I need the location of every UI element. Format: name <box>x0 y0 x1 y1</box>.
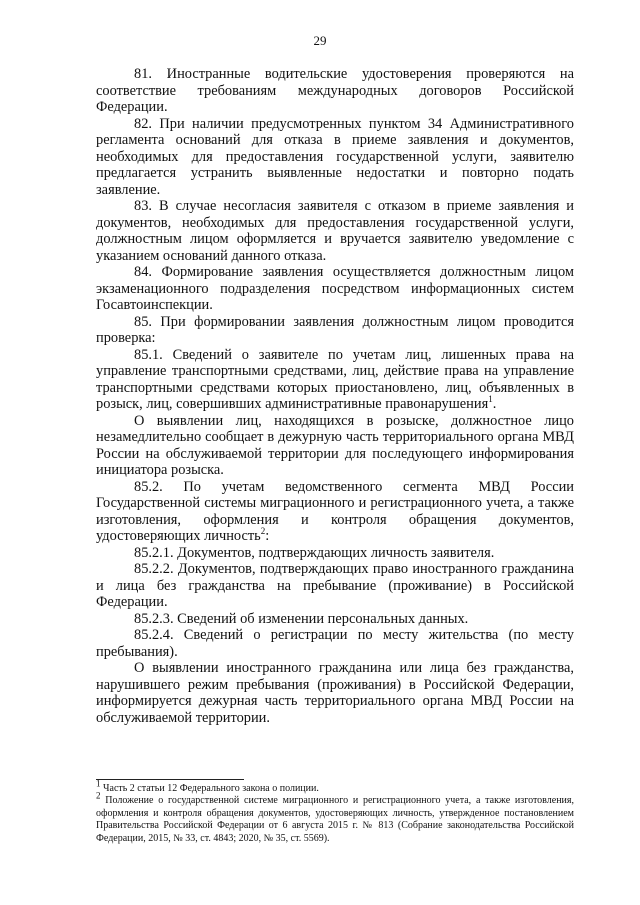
footnote-ref-1: 1 <box>488 394 493 405</box>
footnotes <box>96 778 575 845</box>
paragraph-83: 83. В случае несогласия заявителя с отказом в приеме заявления и документов, необходимых для предоставления государственной услуги, должностным лицом оформляется и вручается заявителю уведомление с указанием оснований данного отказа. <box>96 198 574 264</box>
footnote-2-text: Положение о государственной системе миграционного и регистрационного учета, а также изготовления, оформления и контроля обращения документов, удостоверяющих личность, утвержденное постановлением Правительства Российской Федерации от 6 августа 2015 г. № 813 (Собрание законодательства Российской Федерации, 2015, № 33, ст. 4843; 2020, № 35, ст. 5569). <box>96 795 575 844</box>
paragraph-81: 81. Иностранные водительские удостоверения проверяются на соответствие требованиям международных договоров Российской Федерации. <box>96 66 574 115</box>
paragraph-85-2 <box>96 479 574 545</box>
paragraph-wanted-persons: О выявлении лиц, находящихся в розыске, должностное лицо незамедлительно сообщает в дежурную часть территориального органа МВД России на обслуживаемой территории для последующего информирования инициатора розыска. <box>96 412 574 478</box>
paragraph-85-2-1: 85.2.1. Документов, подтверждающих личность заявителя. <box>134 544 495 561</box>
footnote-1 <box>96 778 574 795</box>
paragraph-85-2-tail: : <box>265 528 270 544</box>
paragraph-85-2-2: 85.2.2. Документов, подтверждающих право иностранного гражданина и лица без гражданства на пребывание (проживание) в Российской Федерации. <box>96 561 574 610</box>
footnote-mark-1: 1 <box>96 778 101 789</box>
body-text <box>96 66 574 726</box>
footnote-2 <box>96 791 575 845</box>
paragraph-85-2-4: 85.2.4. Сведений о регистрации по месту жительства (по месту пребывания). <box>96 627 574 660</box>
paragraph-84: 84. Формирование заявления осуществляется должностным лицом экзаменационного подразделения посредством информационных систем Госавтоинспекции. <box>96 264 574 313</box>
footnote-mark-2: 2 <box>96 791 101 802</box>
footnote-1-text: Часть 2 статьи 12 Федерального закона о полиции. <box>103 783 319 794</box>
paragraph-85: 85. При формировании заявления должностным лицом проводится проверка: <box>96 313 574 346</box>
paragraph-85-2-text: 85.2. По учетам ведомственного сегмента МВД России Государственной системы миграционного и регистрационного учета, а также изготовления, оформления и контроля обращения документов, удостоверяющих личность <box>96 478 574 544</box>
footnote-divider <box>96 779 244 780</box>
page-number: 29 <box>313 33 327 48</box>
paragraph-85-1: 85.1. Сведений о заявителе по учетам лиц, лишенных права на управление транспортными средствами, лиц, действие права на управление транспортными средствами которых приостановлено, лиц, объявленных в розыск, лиц, совершивших административные правонарушения$^1$. <box>96 346 574 412</box>
paragraph-85-2-3: 85.2.3. Сведений об изменении персональных данных. <box>134 610 469 627</box>
footnote-ref-2: 2 <box>260 526 266 537</box>
paragraph-82: 82. При наличии предусмотренных пунктом 34 Административного регламента оснований для отказа в приеме заявления и документов, необходимых для предоставления государственной услуги, заявителю предлагается устранить выявленные недостатки и повторно подать заявление. <box>96 115 574 198</box>
paragraph-foreign-citizens: О выявлении иностранного гражданина или лица без гражданства, нарушившего режим пребывания (проживания) в Российской Федерации, информируется дежурная часть территориального органа МВД России на обслуживаемой территории. <box>96 660 574 726</box>
paragraph-85-1-text: 85.1. Сведений о заявителе по учетам лиц, лишенных права на управление транспортными средствами, лиц, действие права на управление транспортными средствами которых приостановлено, лиц, объявленных в розыск, лиц, совершивших административные правонарушения <box>96 346 574 412</box>
